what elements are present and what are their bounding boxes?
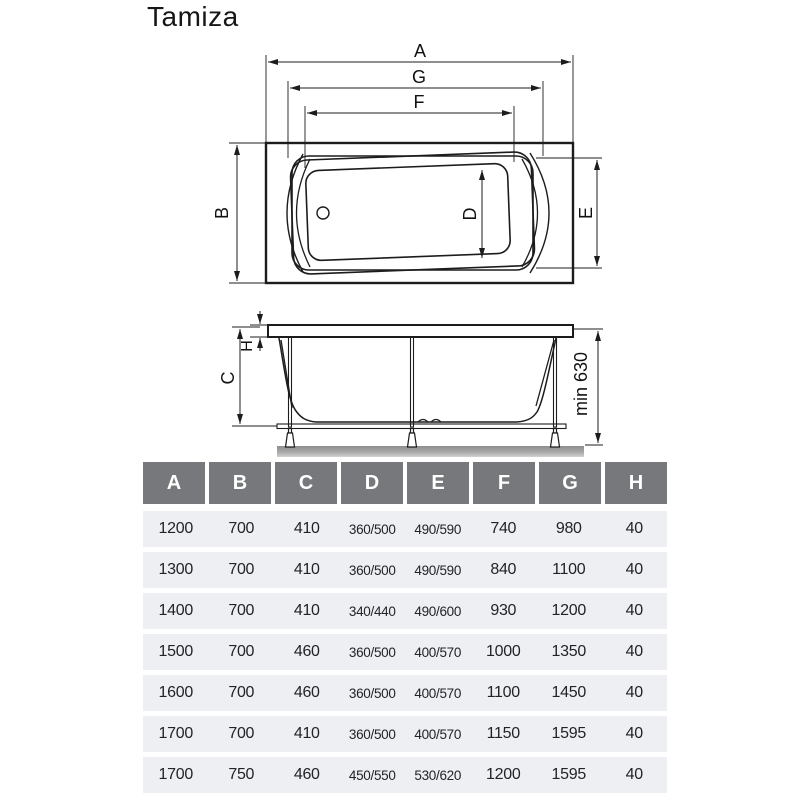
min-height-label: min 630 [571, 351, 591, 417]
table-cell: 1700 [158, 766, 193, 783]
frame-bottom-rail [277, 424, 566, 429]
table-cell: 700 [228, 725, 255, 742]
table-cell: 1200 [486, 766, 521, 783]
table-cell: 410 [293, 602, 320, 619]
table-cell: 460 [293, 643, 320, 660]
dim-label-f: F [413, 92, 425, 112]
table-cell: 40 [625, 725, 643, 742]
dim-label-a: A [413, 41, 427, 61]
header-cell: H [605, 462, 667, 504]
table-row [143, 552, 667, 588]
dim-label-b: B [212, 206, 232, 220]
table-cell: 40 [625, 561, 643, 578]
table-row [143, 675, 667, 711]
table-cell: 700 [228, 520, 255, 537]
top-view-dimensions [229, 55, 602, 283]
table-cell: 1000 [486, 643, 521, 660]
frame-feet [286, 429, 560, 448]
header-cell: E [407, 462, 469, 504]
table-cell: 360/500 [348, 521, 396, 537]
page-title: Tamiza [147, 1, 239, 32]
tub-outer-rect [266, 143, 573, 283]
side-view-drawing [268, 325, 584, 457]
frame-brace-left [281, 340, 292, 408]
table-cell: 40 [625, 766, 643, 783]
table-cell: 930 [490, 602, 517, 619]
table-cell: 400/570 [414, 726, 462, 742]
table-cell: 490/590 [414, 562, 462, 578]
header-cell: B [209, 462, 271, 504]
side-tub-right-wall [517, 338, 556, 422]
table-cell: 1595 [551, 725, 586, 742]
table-cell: 530/620 [414, 767, 462, 783]
table-cell: 1500 [158, 643, 193, 660]
table-cell: 460 [293, 684, 320, 701]
table-cell: 1200 [551, 602, 586, 619]
frame-post-right [554, 337, 557, 427]
table-cell: 40 [625, 643, 643, 660]
table-cell: 1200 [158, 520, 193, 537]
table-cell: 700 [228, 561, 255, 578]
table-cell: 490/590 [414, 521, 462, 537]
table-row [143, 634, 667, 670]
table-cell: 460 [293, 766, 320, 783]
frame-post-middle [411, 337, 414, 427]
spec-table-header [143, 462, 667, 504]
table-cell: 980 [555, 520, 582, 537]
table-cell: 1700 [158, 725, 193, 742]
header-cell: G [539, 462, 601, 504]
table-cell: 1100 [552, 561, 586, 578]
table-row [143, 511, 667, 547]
table-cell: 1100 [486, 684, 520, 701]
table-cell: 360/500 [348, 562, 396, 578]
table-cell: 740 [490, 520, 517, 537]
table-row [143, 716, 667, 752]
table-cell: 360/500 [348, 644, 396, 660]
table-cell: 700 [228, 643, 255, 660]
table-cell: 1450 [551, 684, 586, 701]
table-cell: 410 [293, 561, 320, 578]
top-view-drawing [266, 143, 573, 283]
table-cell: 450/550 [348, 767, 396, 783]
table-cell: 360/500 [348, 685, 396, 701]
table-cell: 490/600 [414, 603, 462, 619]
side-rim-bar [268, 325, 573, 337]
dim-label-h: H [239, 340, 256, 352]
table-cell: 1150 [486, 725, 520, 742]
table-cell: 1350 [551, 643, 586, 660]
table-cell: 40 [625, 520, 643, 537]
drain-hole [317, 207, 329, 219]
table-cell: 40 [625, 684, 643, 701]
spec-table-body [143, 511, 667, 793]
table-cell: 410 [293, 520, 320, 537]
floor [277, 446, 584, 457]
table-cell: 1595 [551, 766, 586, 783]
table-cell: 340/440 [348, 603, 396, 619]
table-cell: 700 [228, 684, 255, 701]
header-cell: D [341, 462, 403, 504]
table-cell: 840 [490, 561, 517, 578]
frame-post-left [289, 337, 292, 427]
header-cell: F [473, 462, 535, 504]
dim-label-g: G [411, 67, 427, 87]
table-cell: 360/500 [348, 726, 396, 742]
dim-label-e: E [576, 206, 596, 220]
side-tub-left-wall [279, 338, 316, 422]
frame-brace-right [536, 340, 554, 406]
dim-label-d: D [460, 207, 480, 221]
table-cell: 40 [625, 602, 643, 619]
table-row [143, 593, 667, 629]
table-cell: 700 [228, 602, 255, 619]
table-cell: 400/570 [414, 685, 462, 701]
table-cell: 1300 [158, 561, 193, 578]
table-row [143, 757, 667, 793]
tub-left-cap-arc [287, 154, 303, 272]
header-cell: A [143, 462, 205, 504]
table-cell: 1400 [158, 602, 193, 619]
table-cell: 1600 [158, 684, 193, 701]
table-cell: 410 [293, 725, 320, 742]
spec-table [143, 462, 667, 793]
table-cell: 400/570 [414, 644, 462, 660]
header-cell: C [275, 462, 337, 504]
side-view-labels [218, 340, 591, 416]
table-cell: 750 [228, 766, 255, 783]
top-view-labels [212, 41, 596, 221]
dim-label-c: C [218, 371, 238, 385]
